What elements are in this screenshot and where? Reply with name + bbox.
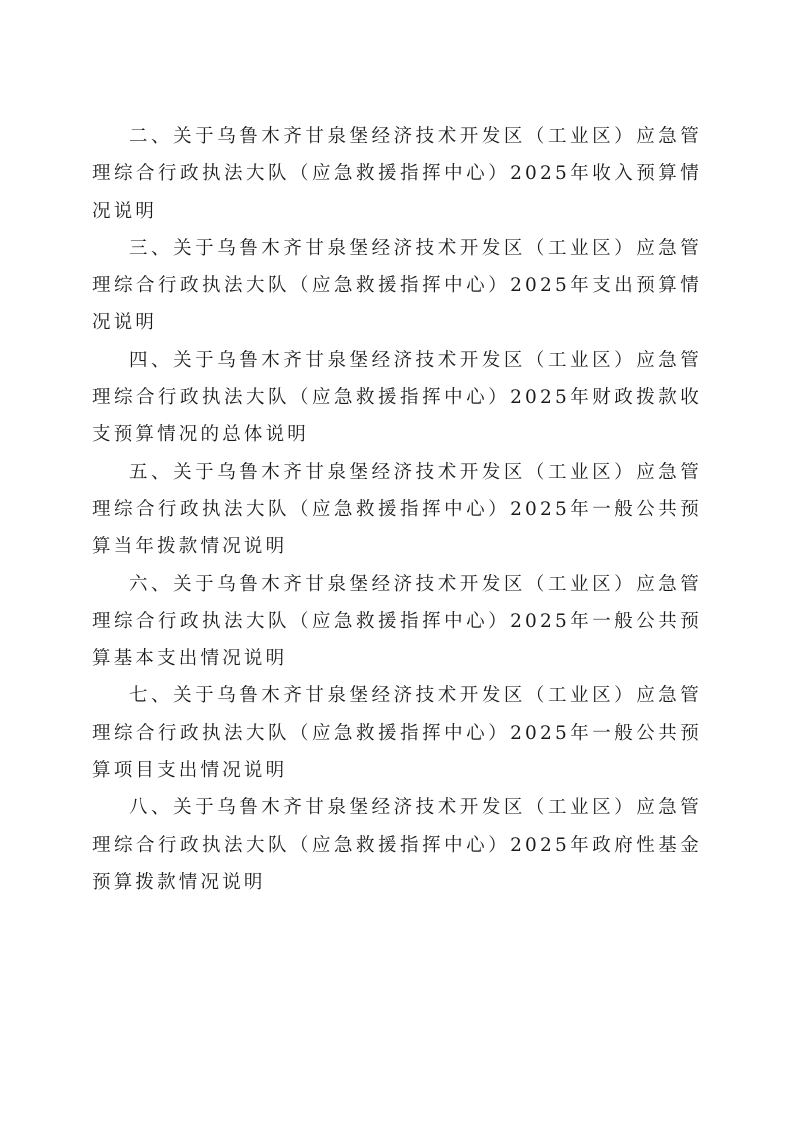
section-item-8: 八、关于乌鲁木齐甘泉堡经济技术开发区（工业区）应急管理综合行政执法大队（应急救援指挥中心）2025年政府性基金预算拨款情况说明 — [92, 797, 702, 893]
document-body — [92, 118, 702, 901]
section-item-2: 二、关于乌鲁木齐甘泉堡经济技术开发区（工业区）应急管理综合行政执法大队（应急救援指挥中心）2025年收入预算情况说明 — [92, 126, 702, 222]
section-item-6: 六、关于乌鲁木齐甘泉堡经济技术开发区（工业区）应急管理综合行政执法大队（应急救援指挥中心）2025年一般公共预算基本支出情况说明 — [92, 573, 702, 670]
section-item-3: 三、关于乌鲁木齐甘泉堡经济技术开发区（工业区）应急管理综合行政执法大队（应急救援指挥中心）2025年支出预算情况说明 — [92, 237, 702, 334]
section-item-7: 七、关于乌鲁木齐甘泉堡经济技术开发区（工业区）应急管理综合行政执法大队（应急救援指挥中心）2025年一般公共预算项目支出情况说明 — [92, 685, 702, 782]
section-item-4: 四、关于乌鲁木齐甘泉堡经济技术开发区（工业区）应急管理综合行政执法大队（应急救援指挥中心）2025年财政拨款收支预算情况的总体说明 — [92, 349, 702, 446]
section-item-5: 五、关于乌鲁木齐甘泉堡经济技术开发区（工业区）应急管理综合行政执法大队（应急救援指挥中心）2025年一般公共预算当年拨款情况说明 — [92, 461, 702, 558]
